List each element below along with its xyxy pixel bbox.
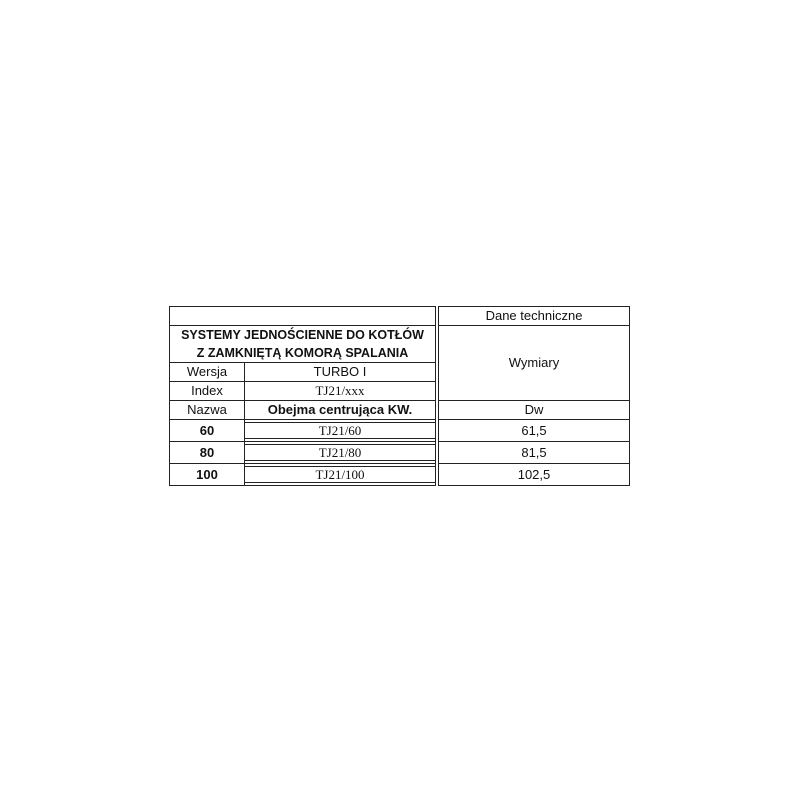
size-cell: 60	[170, 420, 245, 442]
index-label: Index	[170, 382, 245, 401]
table-row	[170, 442, 630, 464]
name-row	[170, 401, 630, 420]
size-cell: 80	[170, 442, 245, 464]
size-cell: 100	[170, 464, 245, 486]
dw-header: Dw	[439, 401, 630, 420]
title-line-2: Z ZAMKNIĘTĄ KOMORĄ SPALANIA	[196, 346, 409, 360]
name-label: Nazwa	[170, 401, 245, 420]
index-cell	[245, 420, 436, 442]
title-row	[170, 326, 630, 363]
table-row	[170, 420, 630, 442]
dw-cell: 81,5	[439, 442, 630, 464]
header-row	[170, 307, 630, 326]
table-title	[170, 326, 436, 363]
index-value: TJ21/xxx	[245, 382, 436, 401]
technical-data-table	[169, 306, 630, 486]
dimensions-header: Wymiary	[439, 326, 630, 401]
version-value: TURBO I	[245, 363, 436, 382]
index-cell-text: TJ21/80	[245, 444, 435, 461]
table-row	[170, 464, 630, 486]
empty-header-cell	[170, 307, 436, 326]
title-line-1: SYSTEMY JEDNOŚCIENNE DO KOTŁÓW	[181, 328, 424, 342]
index-cell-text: TJ21/100	[245, 466, 435, 483]
name-value: Obejma centrująca KW.	[245, 401, 436, 420]
dw-cell: 61,5	[439, 420, 630, 442]
index-cell-text: TJ21/60	[245, 422, 435, 439]
technical-data-header: Dane techniczne	[439, 307, 630, 326]
version-label: Wersja	[170, 363, 245, 382]
index-cell	[245, 464, 436, 486]
index-cell	[245, 442, 436, 464]
dw-cell: 102,5	[439, 464, 630, 486]
